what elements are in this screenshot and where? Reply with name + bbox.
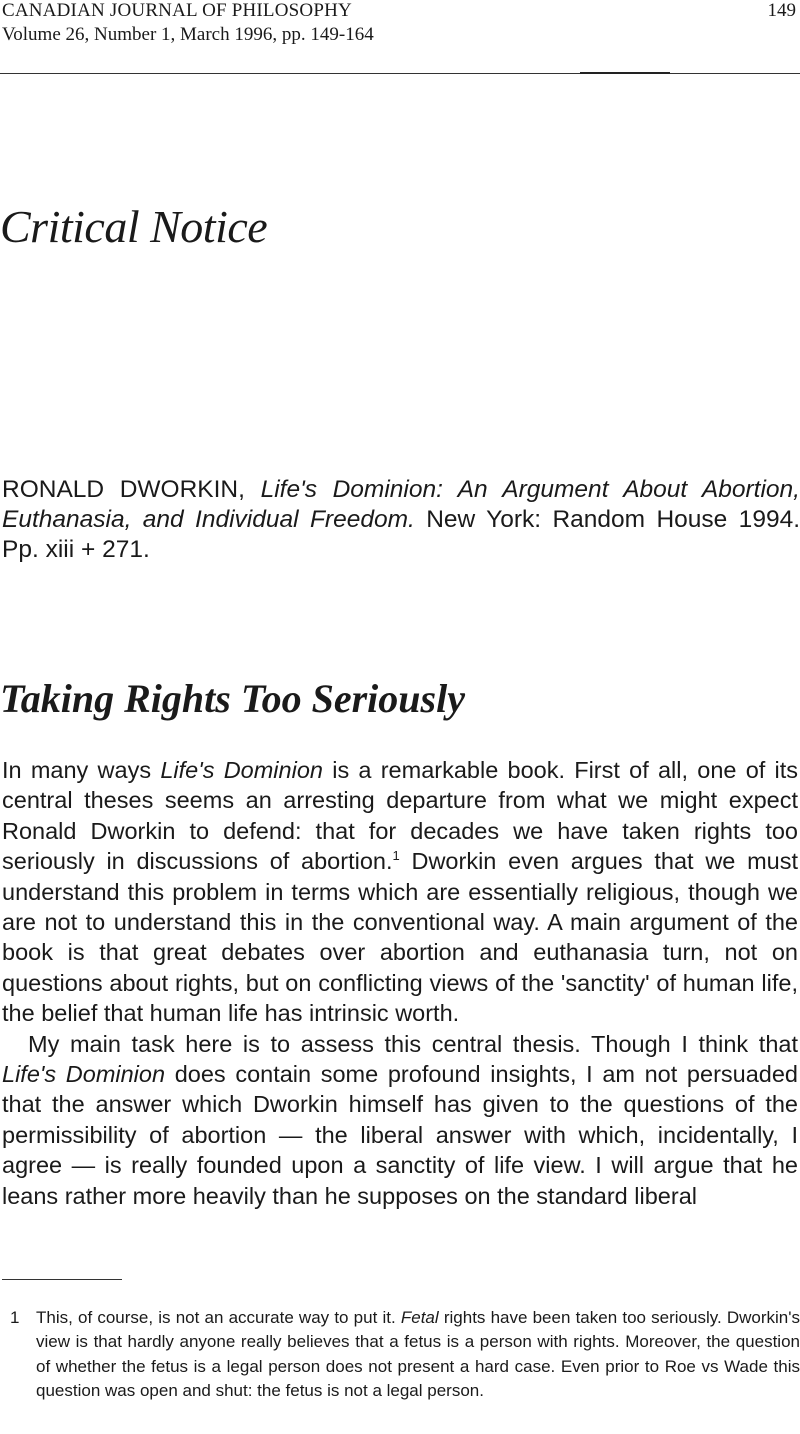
footnote-text-a: This, of course, is not an accurate way to put it.	[36, 1308, 396, 1327]
p1-main: is a remarkable book. First of all, one of its central theses seems an arresting departure from what we might expect Ronald Dworkin to defend: that for decades we have taken rights too seriously in discussions of abortion.	[2, 757, 799, 875]
footnote-reference[interactable]: 1	[392, 848, 400, 864]
p2-book-title: Life's Dominion	[2, 1061, 166, 1088]
paragraph-2	[2, 1029, 798, 1211]
citation-publication: New York: Random House 1994. Pp. xiii + 271.	[2, 506, 800, 563]
footnote-text-b: rights have been taken too seriously. Dworkin's view is that hardly anyone really believes that a fetus is a person with rights. Moreover, the question of whether the fetus is a legal person does not present a hard case. Even prior to Roe vs Wade this question was open and shut: the fetus is not a legal person.	[36, 1308, 800, 1401]
volume-line: Volume 26, Number 1, March 1996, pp. 149-164	[2, 24, 374, 45]
running-head: CANADIAN JOURNAL OF PHILOSOPHY	[2, 0, 352, 21]
p1-prefix: In many ways	[2, 757, 152, 783]
book-citation	[2, 475, 800, 565]
footnote	[10, 1306, 800, 1404]
paragraph-1	[2, 755, 798, 1029]
body-text	[2, 755, 798, 1211]
page-number: 149	[767, 0, 796, 21]
citation-book-title: Life's Dominion: An Argument About Abortion, Euthanasia, and Individual Freedom.	[2, 476, 800, 533]
p1-rest: Dworkin even argues that we must understand this problem in terms which are essentially religious, though we are not to understand this in the conventional way. A main argument of the book is that great debates over abortion and euthanasia turn, not on questions about rights, but on conflicting views of the 'sanctity' of human life, the belief that human life has intrinsic worth.	[2, 848, 799, 1027]
header-rule-accent	[580, 72, 670, 74]
p1-book-title: Life's Dominion	[160, 757, 323, 783]
footnote-emphasis: Fetal	[400, 1308, 439, 1327]
footnote-number: 1	[10, 1308, 20, 1327]
review-title: Taking Rights Too Seriously	[0, 676, 465, 721]
header-rule	[0, 73, 800, 74]
citation-author: RONALD DWORKIN,	[2, 476, 245, 503]
p2-prefix: My main task here is to assess this central thesis. Though I think that	[28, 1030, 798, 1057]
section-heading: Critical Notice	[0, 201, 268, 252]
footnote-rule	[2, 1279, 122, 1280]
p2-rest: does contain some profound insights, I am not persuaded that the answer which Dworkin himself has given to the questions of the permissibility of abortion — the liberal answer with which, incidentally, I agree — is really founded upon a sanctity of life view. I will argue that he leans rather more heavily than he supposes on the standard liberal	[2, 1061, 798, 1209]
